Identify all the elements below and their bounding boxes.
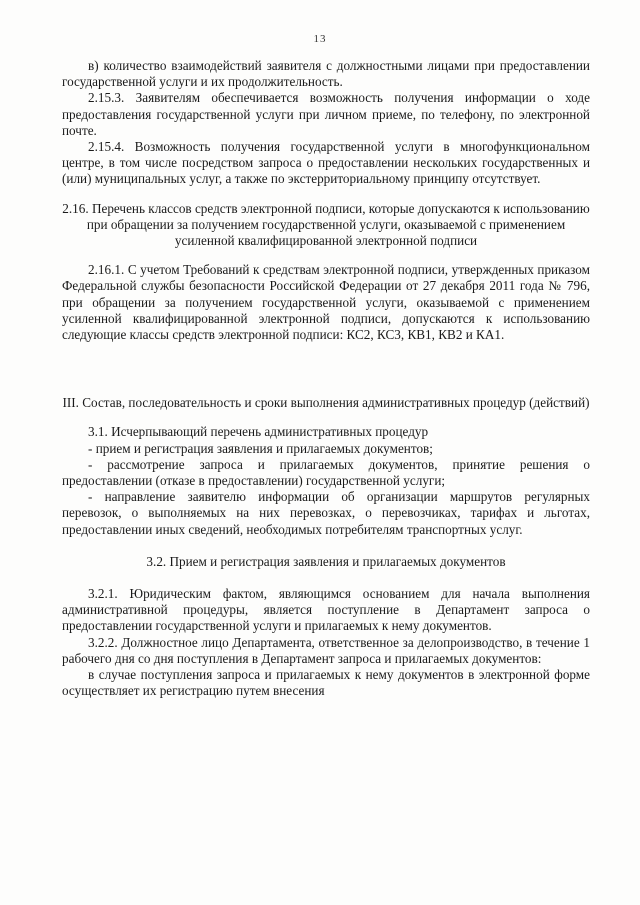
section-heading: III. Состав, последовательность и сроки выполнения административных процедур (действий) [62, 395, 590, 411]
section-heading: 2.16. Перечень классов средств электронной подписи, которые допускаются к использованию при обращении за получением государственной услуги, оказываемой с применением усиленной квалифицированной электронной подписи [62, 200, 590, 249]
paragraph: 3.2.2. Должностное лицо Департамента, ответственное за делопроизводство, в течение 1 рабочего дня со дня поступления в Департамент запроса и прилагаемых документов: [62, 634, 590, 666]
spacer [62, 411, 590, 424]
paragraph: 3.2.1. Юридическим фактом, являющимся основанием для начала выполнения административной процедуры, является поступление в Департамент запроса о предоставлении государственной услуги и прилагаемых к нему документов. [62, 586, 590, 634]
page-number: 13 [313, 33, 327, 45]
paragraph: в случае поступления запроса и прилагаемых к нему документов в электронной форме осуществляет их регистрацию путем внесения [62, 667, 590, 699]
paragraph: 3.1. Исчерпывающий перечень административных процедур [88, 424, 429, 440]
paragraph: - прием и регистрация заявления и прилагаемых документов; [88, 440, 433, 456]
document-body [62, 58, 590, 700]
spacer [62, 343, 590, 395]
paragraph: - направление заявителю информации об организации маршрутов регулярных перевозок, о выполняемых на них перевозках, о перевозчиках, тарифах и льготах, предоставлении иных сведений, необходимых потребителям транспортных услуг. [62, 489, 590, 537]
spacer [62, 538, 590, 554]
paragraph: 2.16.1. С учетом Требований к средствам электронной подписи, утвержденных приказом Федеральной службы безопасности Российской Федерации от 27 декабря 2011 года № 796, при обращении за получением государственной услуги, оказываемой с применением усиленной квалифицированной электронной подписи, допускаются к использованию следующие классы средств электронной подписи: КС2, КС3, КВ1, КВ2 и КА1. [62, 262, 590, 343]
spacer [62, 188, 590, 201]
paragraph: - рассмотрение запроса и прилагаемых документов, принятие решения о предоставлении (отказе в предоставлении) государственной услуги; [62, 456, 590, 489]
paragraph: 2.15.4. Возможность получения государственной услуги в многофункциональном центре, в том числе посредством запроса о предоставлении нескольких государственных и (или) муниципальных услуг, а также по экстерриториальному принципу отсутствует. [62, 139, 590, 187]
spacer [62, 249, 590, 262]
paragraph: в) количество взаимодействий заявителя с должностными лицами при предоставлении государственной услуги и их продолжительность. [62, 58, 590, 90]
paragraph: 2.15.3. Заявителям обеспечивается возможность получения информации о ходе предоставления государственной услуги при личном приеме, по телефону, по электронной почте. [62, 90, 590, 138]
section-heading: 3.2. Прием и регистрация заявления и прилагаемых документов [146, 553, 506, 569]
spacer [62, 570, 590, 586]
